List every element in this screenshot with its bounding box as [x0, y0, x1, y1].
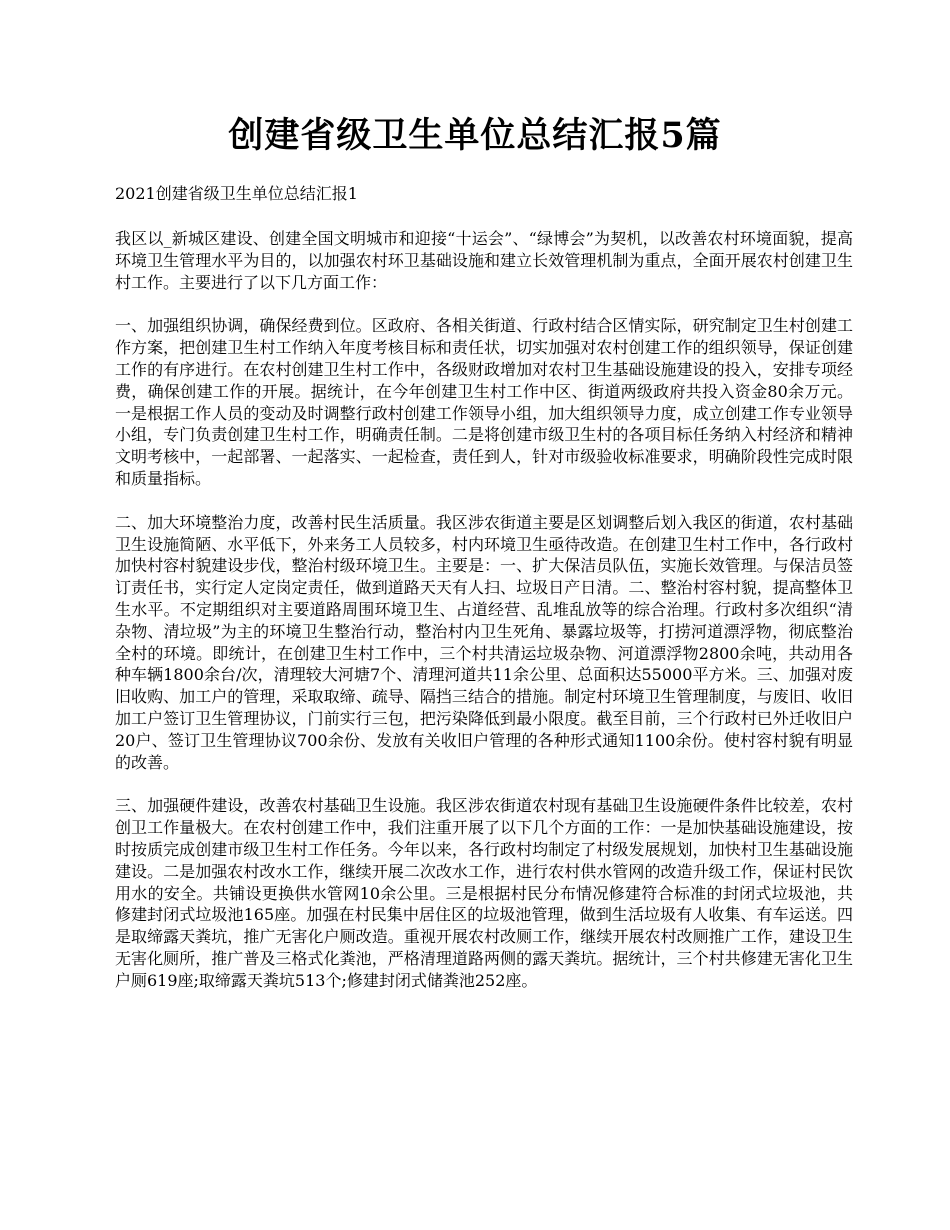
body-paragraph-intro: 我区以_新城区建设、创建全国文明城市和迎接“十运会”、“绿博会”为契机，以改善农村环境面貌，提高环境卫生管理水平为目的，以加强农村环卫基础设施和建立长效管理机制为重点，全面开展农村创建卫生村工作。主要进行了以下几方面工作： — [115, 229, 853, 292]
document-subtitle: 2021创建省级卫生单位总结汇报1 — [115, 184, 358, 203]
body-paragraph-infrastructure: 三、加强硬件建设，改善农村基础卫生设施。我区涉农街道农村现有基础卫生设施硬件条件比较差，农村创卫工作量极大。在农村创建工作中，我们注重开展了以下几个方面的工作：一是加快基础设施建设，按时按质完成创建市级卫生村工作任务。今年以来，各行政村均制定了村级发展规划，加快村卫生基础设施建设。二是加强农村改水工作，继续开展二次改水工作，进行农村供水管网的改造升级工作，保证村民饮用水的安全。共铺设更换供水管网10余公里。三是根据村民分布情况修建符合标准的封闭式垃圾池，共修建封闭式垃圾池165座。加强在村民集中居住区的垃圾池管理，做到生活垃圾有人收集、有车运送。四是取缔露天粪坑，推广无害化户厕改造。重视开展农村改厕工作，继续开展农村改厕推广工作，建设卫生无害化厕所，推广普及三格式化粪池，严格清理道路两侧的露天粪坑。据统计，三个村共修建无害化卫生户厕619座;取缔露天粪坑513个;修建封闭式储粪池252座。 — [115, 796, 853, 990]
document-body — [115, 228, 853, 1014]
document-title: 创建省级卫生单位总结汇报5篇 — [228, 115, 722, 156]
body-paragraph-organization: 一、加强组织协调，确保经费到位。区政府、各相关街道、行政村结合区情实际，研究制定卫生村创建工作方案，把创建卫生村工作纳入年度考核目标和责任状，切实加强对农村创建工作的组织领导，保证创建工作的有序进行。在农村创建卫生村工作中，各级财政增加对农村卫生基础设施建设的投入，安排专项经费，确保创建工作的开展。据统计，在今年创建卫生村工作中区、街道两级政府共投入资金80余万元。一是根据工作人员的变动及时调整行政村创建工作领导小组，加大组织领导力度，成立创建工作专业领导小组，专门负责创建卫生村工作，明确责任制。二是将创建市级卫生村的各项目标任务纳入村经济和精神文明考核中，一起部署、一起落实、一起检查，责任到人，针对市级验收标准要求，明确阶段性完成时限和质量指标。 — [115, 316, 853, 488]
body-paragraph-environment: 二、加大环境整治力度，改善村民生活质量。我区涉农街道主要是区划调整后划入我区的街道，农村基础卫生设施简陋、水平低下，外来务工人员较多，村内环境卫生亟待改造。在创建卫生村工作中，各行政村加快村容村貌建设步伐，整治村级环境卫生。主要是：一、扩大保洁员队伍，实施长效管理。与保洁员签订责任书，实行定人定岗定责任，做到道路天天有人扫、垃圾日产日清。二、整治村容村貌，提高整体卫生水平。不定期组织对主要道路周围环境卫生、占道经营、乱堆乱放等的综合治理。行政村多次组织“清杂物、清垃圾”为主的环境卫生整治行动，整治村内卫生死角、暴露垃圾等，打捞河道漂浮物，彻底整治全村的环境。即统计，在创建卫生村工作中，三个村共清运垃圾杂物、河道漂浮物2800余吨，共动用各种车辆1800余台/次，清理较大河塘7个、清理河道共11余公里、总面积达55000平方米。三、加强对废旧收购、加工户的管理，采取取缔、疏导、隔挡三结合的措施。制定村环境卫生管理制度，与废旧、收旧加工户签订卫生管理协议，门前实行三包，把污染降低到最小限度。截至目前，三个行政村已外迁收旧户20户、签订卫生管理协议700余份、发放有关收旧户管理的各种形式通知1100余份。使村容村貌有明显的改善。 — [115, 512, 853, 772]
